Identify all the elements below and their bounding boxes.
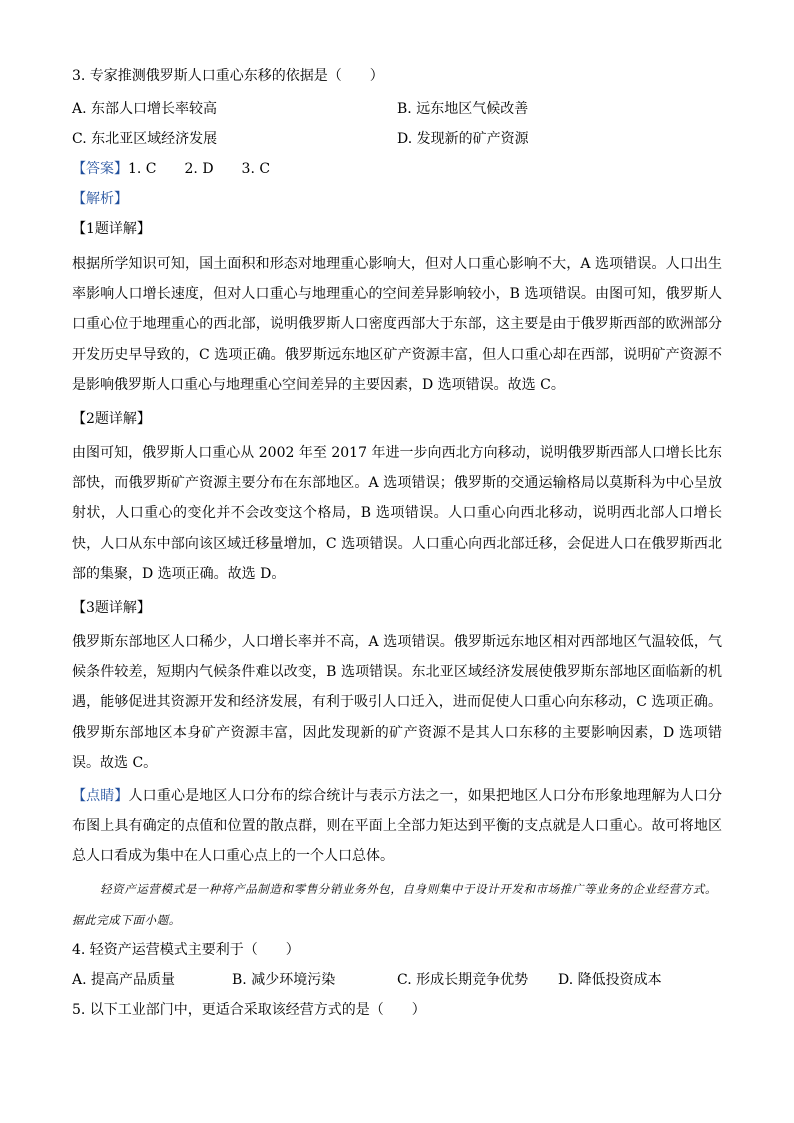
question-4-stem: 4. 轻资产运营模式主要利于（ ） bbox=[72, 942, 300, 958]
question-4-option-a: A. 提高产品质量 bbox=[72, 972, 176, 988]
question-4-option-c: C. 形成长期竞争优势 bbox=[397, 972, 529, 988]
tip-text: 人口重心是地区人口分布的综合统计与表示方法之一，如果把地区人口分布形象地理解为人口分布图上具有确定的点值和位置的散点群，则在平面上全部力矩达到平衡的支点就是人口重心。故可将地区总人口看成为集中在人口重心点上的一个人口总体。 bbox=[72, 788, 723, 865]
material-paragraph: 轻资产运营模式是一种将产品制造和零售分销业务外包，自身则集中于设计开发和市场推广等业务的企业经营方式。据此完成下面小题。 bbox=[72, 882, 718, 927]
question-3-option-c: C. 东北亚区域经济发展 bbox=[72, 131, 218, 147]
question-3-option-b: B. 远东地区气候改善 bbox=[397, 101, 529, 117]
detail-1-heading: 【1题详解】 bbox=[72, 221, 151, 237]
detail-3-heading: 【3题详解】 bbox=[72, 600, 151, 616]
tip-label: 【点睛】 bbox=[72, 788, 129, 804]
question-4-option-b: B. 减少环境污染 bbox=[232, 972, 336, 988]
answer-values: 1. C 2. D 3. C bbox=[128, 161, 271, 177]
question-5-stem: 5. 以下工业部门中，更适合采取该经营方式的是（ ） bbox=[72, 1002, 426, 1018]
answer-line bbox=[72, 159, 270, 179]
question-3-option-d: D. 发现新的矿产资源 bbox=[397, 131, 529, 147]
answer-label: 【答案】 bbox=[72, 161, 128, 177]
detail-2-text: 由图可知，俄罗斯人口重心从 2002 年至 2017 年进一步向西北方向移动，说明俄罗斯西部人口增长比东部快，而俄罗斯矿产资源主要分布在东部地区。A 选项错误；俄罗斯的交通运输格局以莫斯科为中心呈放射状，人口重心的变化并不会改变这个格局，B 选项错误。人口重心向西北移动，说明西北部人口增长快，人口从东中部向该区域迁移量增加，C 选项错误。人口重心向西北部迁移，会促进人口在俄罗斯西北部的集聚，D 选项正确。故选 D。 bbox=[72, 445, 722, 582]
question-4-option-d: D. 降低投资成本 bbox=[558, 972, 662, 988]
question-3-option-a: A. 东部人口增长率较高 bbox=[72, 101, 218, 117]
tip-paragraph bbox=[72, 781, 722, 872]
question-3-stem: 3. 专家推测俄罗斯人口重心东移的依据是（ ） bbox=[72, 68, 384, 84]
analysis-label: 【解析】 bbox=[72, 191, 128, 207]
detail-2-heading: 【2题详解】 bbox=[72, 411, 151, 427]
detail-3-text: 俄罗斯东部地区人口稀少，人口增长率并不高，A 选项错误。俄罗斯远东地区相对西部地区气温较低，气候条件较差，短期内气候条件难以改变，B 选项错误。东北亚区域经济发展使俄罗斯东部地区面临新的机遇，能够促进其资源开发和经济发展，有利于吸引人口迁入，进而促使人口重心向东移动，C 选项正确。俄罗斯东部地区本身矿产资源丰富，因此发现新的矿产资源不是其人口东移的主要影响因素，D 选项错误。故选 C。 bbox=[72, 634, 722, 771]
detail-1-text: 根据所学知识可知，国土面积和形态对地理重心影响大，但对人口重心影响不大，A 选项错误。人口出生率影响人口增长速度，但对人口重心与地理重心的空间差异影响较小，B 选项错误。由图可知，俄罗斯人口重心位于地理重心的西北部，说明俄罗斯人口密度西部大于东部，这主要是由于俄罗斯西部的欧洲部分开发历史早导致的，C 选项正确。俄罗斯远东地区矿产资源丰富，但人口重心却在西部，说明矿产资源不是影响俄罗斯人口重心与地理重心空间差异的主要因素，D 选项错误。故选 C。 bbox=[72, 256, 722, 393]
